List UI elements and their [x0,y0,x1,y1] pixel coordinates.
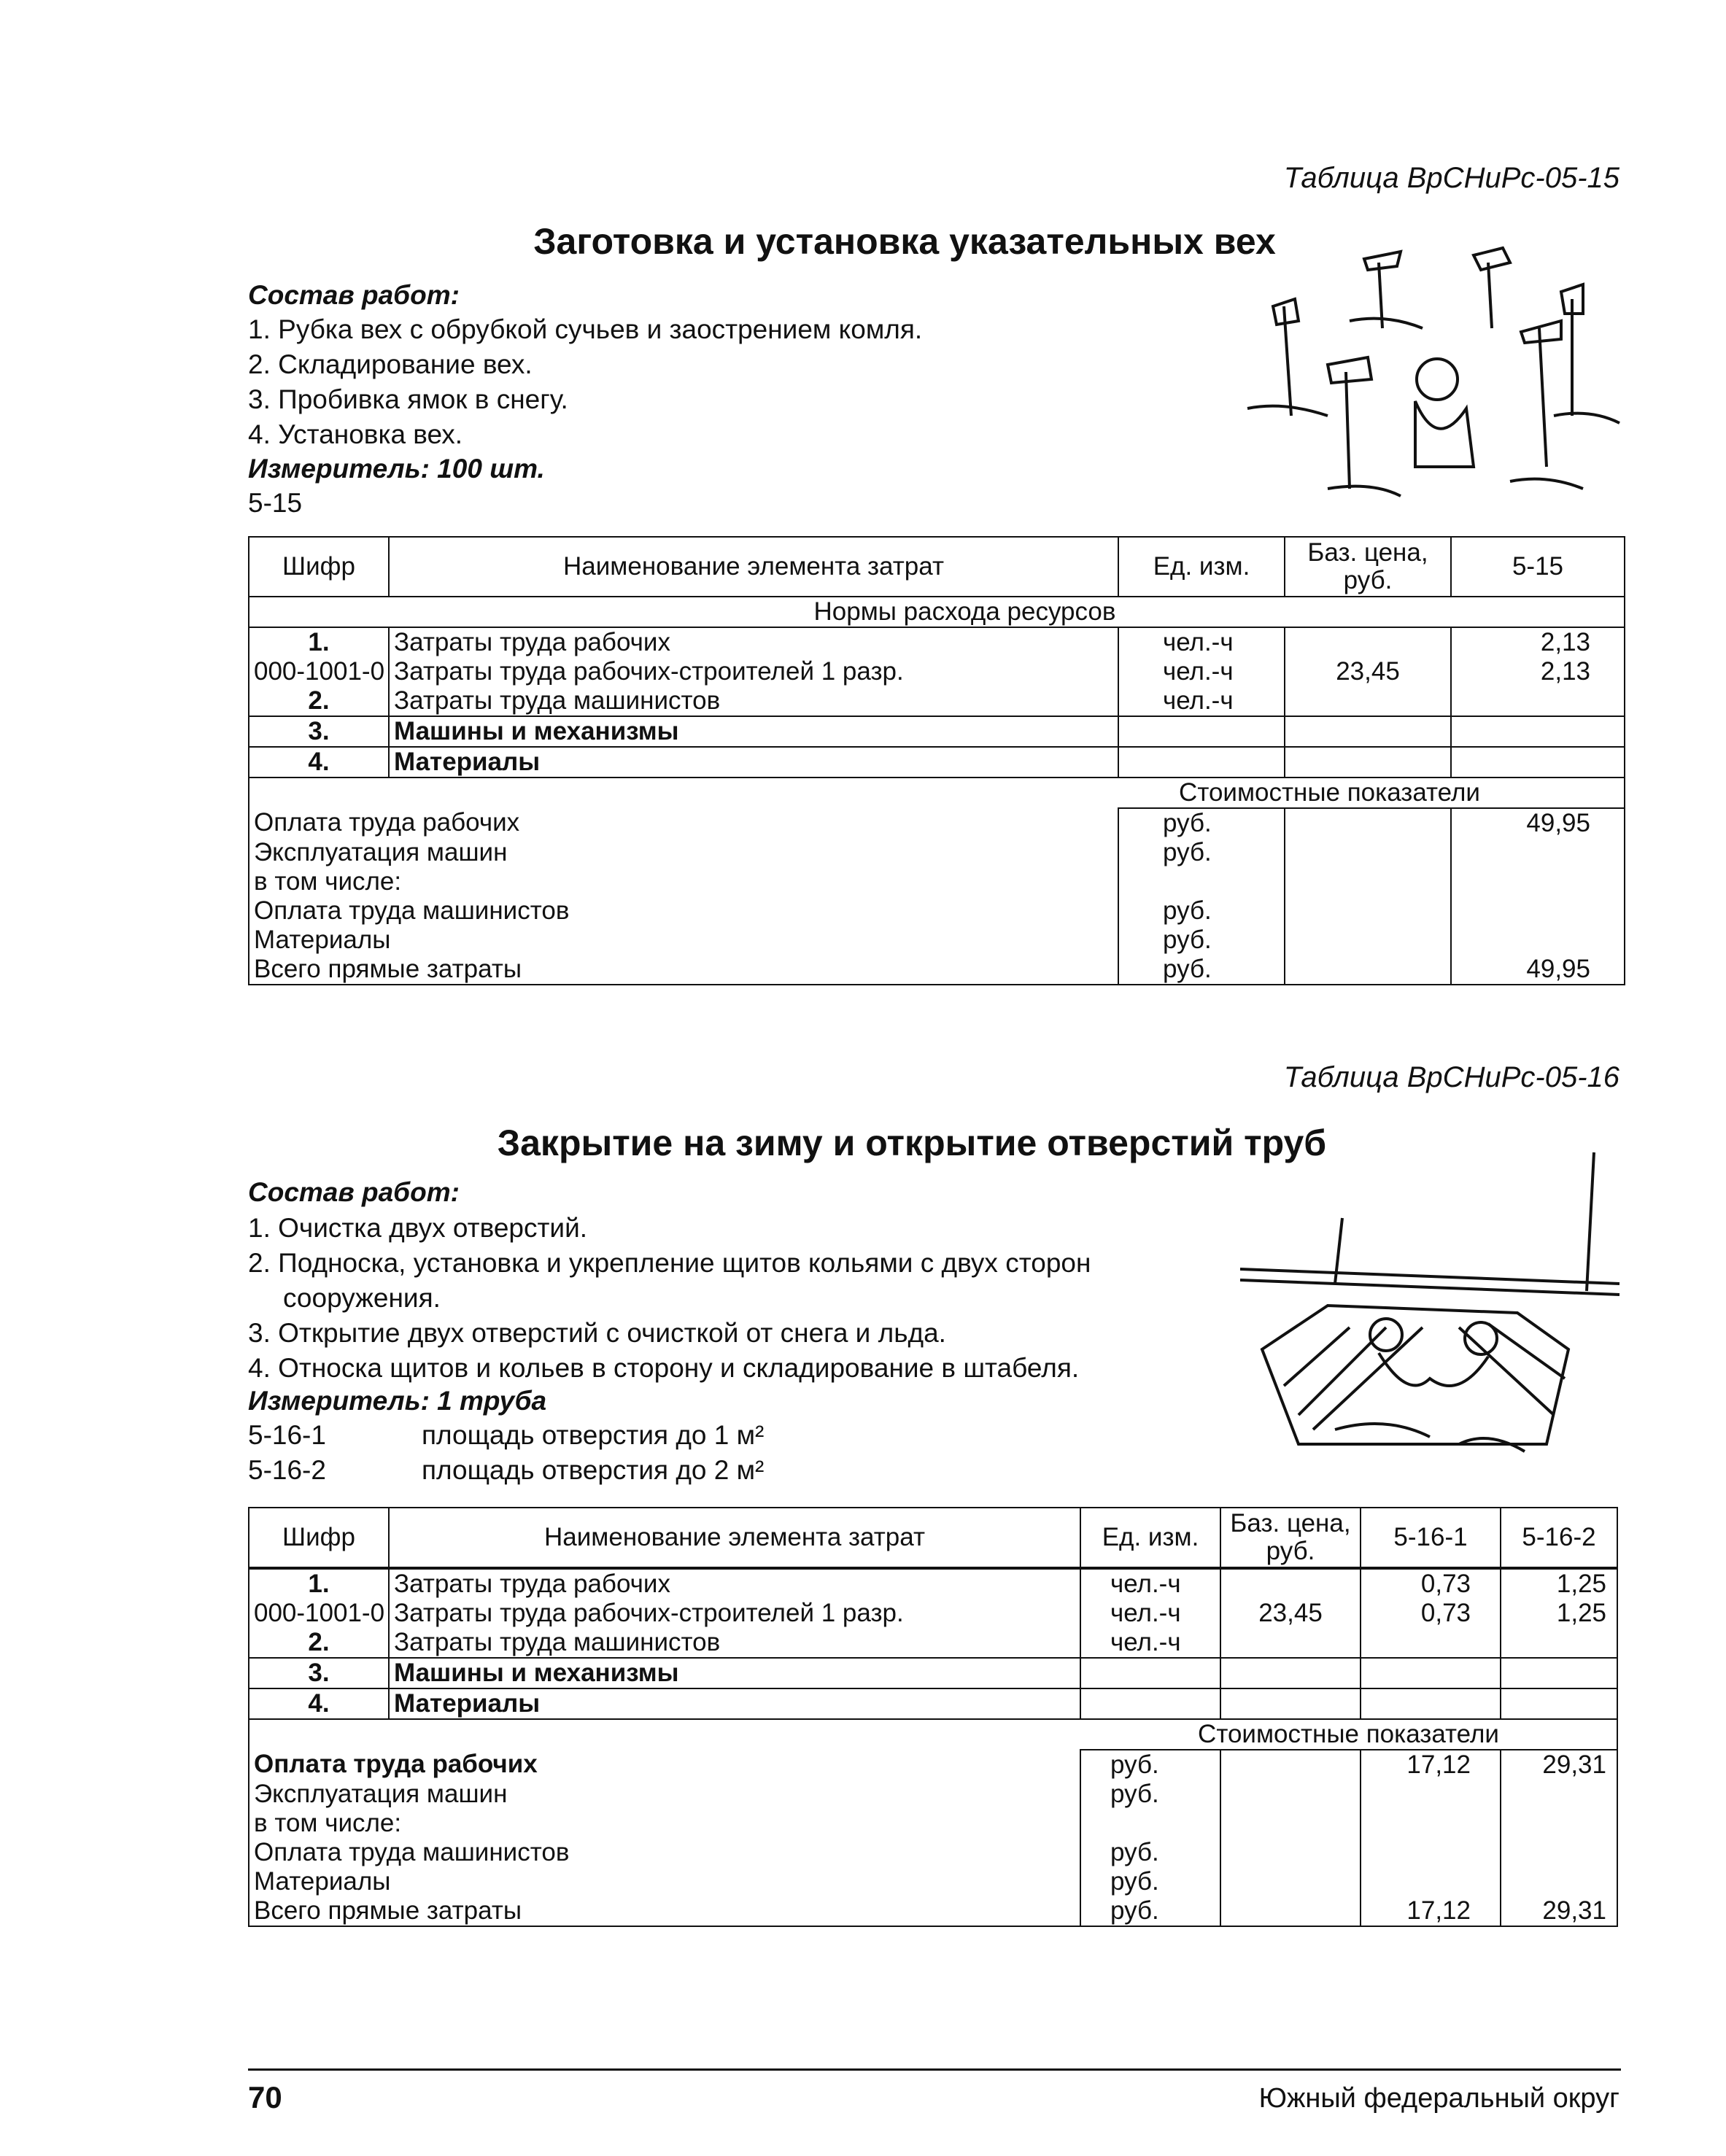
row-code: 1. [249,1569,389,1599]
row-name: Материалы [389,747,1118,778]
table-row [249,1688,1617,1719]
table-row [249,686,1625,716]
page-number: 70 [248,2080,282,2114]
cost-unit: руб. [1118,926,1285,955]
row-price: 23,45 [1220,1599,1361,1628]
row-value: 2,13 [1451,657,1625,686]
row-unit [1080,1688,1220,1719]
row-value: 2,13 [1451,627,1625,657]
cost-value [1501,1867,1617,1896]
table-row [249,1599,1617,1628]
cost-row [249,1780,1617,1809]
cost-unit [1080,1809,1220,1838]
row-code: 3. [249,1658,389,1688]
row-name: Затраты труда машинистов [389,1628,1080,1658]
cost-name: Оплата труда машинистов [249,1838,1080,1867]
cost-value: 29,31 [1501,1896,1617,1926]
row-code: 000-1001-0 [249,657,389,686]
cost-value [1361,1838,1501,1867]
cost-value: 29,31 [1501,1750,1617,1780]
table-label: Таблица ВрСНиРс-05-15 [1283,162,1619,194]
row-value [1501,1688,1617,1719]
col-code-header: Шифр [249,537,389,597]
cost-name: Всего прямые затраты [249,1896,1080,1926]
table-row [249,1569,1617,1599]
table-row [249,716,1625,747]
row-value [1501,1628,1617,1658]
cost-value [1361,1780,1501,1809]
cost-title: Стоимостные показатели [1080,1719,1617,1750]
row-name: Затраты труда машинистов [389,686,1118,716]
culvert-workers-illustration [1240,1138,1627,1473]
table-row [249,657,1625,686]
measure-unit: Измеритель: 1 труба [248,1386,547,1416]
row-value [1361,1688,1501,1719]
cost-value [1451,867,1625,896]
measure-unit: Измеритель: 100 шт. [248,454,545,484]
row-name: Затраты труда рабочих-строителей 1 разр. [389,657,1118,686]
code-desc: площадь отверстия до 1 м² [422,1420,765,1450]
col-value-header: 5-16-1 [1361,1508,1501,1567]
section-title: Заготовка и установка указательных вех [533,221,1276,262]
code-desc: площадь отверстия до 2 м² [422,1455,765,1485]
cost-section-row [249,778,1625,808]
col-name-header: Наименование элемента затрат [389,537,1118,597]
row-unit [1080,1658,1220,1688]
code-row [248,1453,764,1488]
cost-unit: руб. [1118,896,1285,926]
row-price [1220,1628,1361,1658]
code: 5-16-2 [248,1455,326,1485]
cost-value [1501,1780,1617,1809]
cost-value: 49,95 [1451,955,1625,985]
row-value: 1,25 [1501,1599,1617,1628]
cost-row [249,1838,1617,1867]
row-unit [1118,747,1285,778]
cost-name: в том числе: [249,1809,1080,1838]
composition-heading: Состав работ: [248,1177,460,1207]
work-item: сооружения. [283,1283,441,1313]
cost-name: Оплата труда машинистов [249,896,1118,926]
cost-section-row [249,1719,1617,1750]
table-row [249,627,1625,657]
cost-row [249,896,1625,926]
cost-unit: руб. [1080,1838,1220,1867]
work-item: 2. Подноска, установка и укрепление щитов кольями с двух сторон [248,1248,1091,1278]
cost-name: Эксплуатация машин [249,1780,1080,1809]
row-name: Затраты труда рабочих-строителей 1 разр. [389,1599,1080,1628]
works-list [248,1211,1091,1386]
norms-title: Нормы расхода ресурсов [389,597,1625,627]
cost-value [1501,1809,1617,1838]
cost-row [249,1750,1617,1780]
row-price [1220,1688,1361,1719]
table-row [249,1658,1617,1688]
row-price: 23,45 [1285,657,1451,686]
cost-unit: руб. [1080,1896,1220,1926]
table-header-row [249,537,1625,597]
cost-value [1451,896,1625,926]
cost-unit: руб. [1118,955,1285,985]
row-name: Затраты труда рабочих [389,1569,1080,1599]
table-row [249,1628,1617,1658]
cost-title: Стоимостные показатели [1118,778,1625,808]
row-price [1285,686,1451,716]
row-value [1361,1628,1501,1658]
cost-unit [1118,867,1285,896]
cost-row [249,1867,1617,1896]
row-value: 0,73 [1361,1569,1501,1599]
row-value [1361,1658,1501,1688]
row-price [1220,1658,1361,1688]
cost-name: Материалы [249,1867,1080,1896]
work-item: 3. Пробивка ямок в снегу. [248,384,568,414]
cost-value [1501,1838,1617,1867]
cost-value [1361,1867,1501,1896]
cost-name: Оплата труда рабочих [249,1750,1080,1780]
section-title: Закрытие на зиму и открытие отверстий труб [497,1122,1327,1163]
row-value [1451,747,1625,778]
row-value [1501,1658,1617,1688]
col-value-header: 5-15 [1451,537,1625,597]
cost-unit: руб. [1080,1867,1220,1896]
row-value: 1,25 [1501,1569,1617,1599]
region-name: Южный федеральный округ [1258,2083,1619,2114]
row-code: 000-1001-0 [249,1599,389,1628]
cost-row [249,1896,1617,1926]
row-unit: чел.-ч [1118,627,1285,657]
row-code: 2. [249,686,389,716]
work-item: 3. Открытие двух отверстий с очисткой от снега и льда. [248,1318,946,1348]
cost-row [249,926,1625,955]
row-name: Материалы [389,1688,1080,1719]
work-item: 1. Очистка двух отверстий. [248,1213,588,1243]
cost-value: 49,95 [1451,808,1625,838]
row-value [1451,686,1625,716]
table-label: Таблица ВрСНиРс-05-16 [1283,1061,1619,1093]
code: 5-16-1 [248,1420,326,1450]
cost-unit: руб. [1118,838,1285,867]
cost-row [249,808,1625,838]
cost-unit: руб. [1118,808,1285,838]
cost-value: 17,12 [1361,1896,1501,1926]
cost-table [248,1507,1618,1927]
col-price-header: Баз. цена, руб. [1285,537,1451,597]
cost-row [249,955,1625,985]
col-unit-header: Ед. изм. [1080,1508,1220,1567]
row-code: 4. [249,747,389,778]
row-code: 2. [249,1628,389,1658]
code: 5-15 [248,488,303,518]
work-item: 1. Рубка вех с обрубкой сучьев и заострением комля. [248,314,923,344]
work-item: 4. Установка вех. [248,419,463,449]
row-value [1451,716,1625,747]
row-price [1285,716,1451,747]
row-price [1285,747,1451,778]
table-row [249,747,1625,778]
row-code: 3. [249,716,389,747]
code-row [248,486,302,521]
cost-name: в том числе: [249,867,1118,896]
row-unit: чел.-ч [1080,1599,1220,1628]
work-item: 4. Относка щитов и кольев в сторону и складирование в штабеля. [248,1353,1080,1383]
cost-unit: руб. [1080,1750,1220,1780]
footer-divider [248,2068,1621,2071]
row-unit: чел.-ч [1080,1569,1220,1599]
row-unit: чел.-ч [1118,657,1285,686]
cost-name: Эксплуатация машин [249,838,1118,867]
code-row [248,1418,764,1453]
worker-with-poles-illustration [1240,233,1627,511]
cost-name: Всего прямые затраты [249,955,1118,985]
cost-value: 17,12 [1361,1750,1501,1780]
col-price-header: Баз. цена, руб. [1220,1508,1361,1567]
cost-row [249,867,1625,896]
row-unit: чел.-ч [1118,686,1285,716]
row-code: 1. [249,627,389,657]
row-price [1220,1569,1361,1599]
row-name: Машины и механизмы [389,1658,1080,1688]
cost-unit: руб. [1080,1780,1220,1809]
composition-heading: Состав работ: [248,280,460,310]
row-code: 4. [249,1688,389,1719]
cost-name: Оплата труда рабочих [249,808,1118,838]
row-unit: чел.-ч [1080,1628,1220,1658]
cost-table [248,536,1625,985]
work-item: 2. Складирование вех. [248,349,533,379]
cost-value [1451,926,1625,955]
cost-value [1361,1809,1501,1838]
row-name: Затраты труда рабочих [389,627,1118,657]
col-unit-header: Ед. изм. [1118,537,1285,597]
cost-value [1451,838,1625,867]
cost-row [249,1809,1617,1838]
cost-name: Материалы [249,926,1118,955]
cost-row [249,838,1625,867]
row-price [1285,627,1451,657]
row-unit [1118,716,1285,747]
table-header-row [249,1508,1617,1567]
col-name-header: Наименование элемента затрат [389,1508,1080,1567]
row-name: Машины и механизмы [389,716,1118,747]
col-code-header: Шифр [249,1508,389,1567]
col-value-header: 5-16-2 [1501,1508,1617,1567]
norms-section-row [249,597,1625,627]
works-list [248,312,922,452]
row-value: 0,73 [1361,1599,1501,1628]
